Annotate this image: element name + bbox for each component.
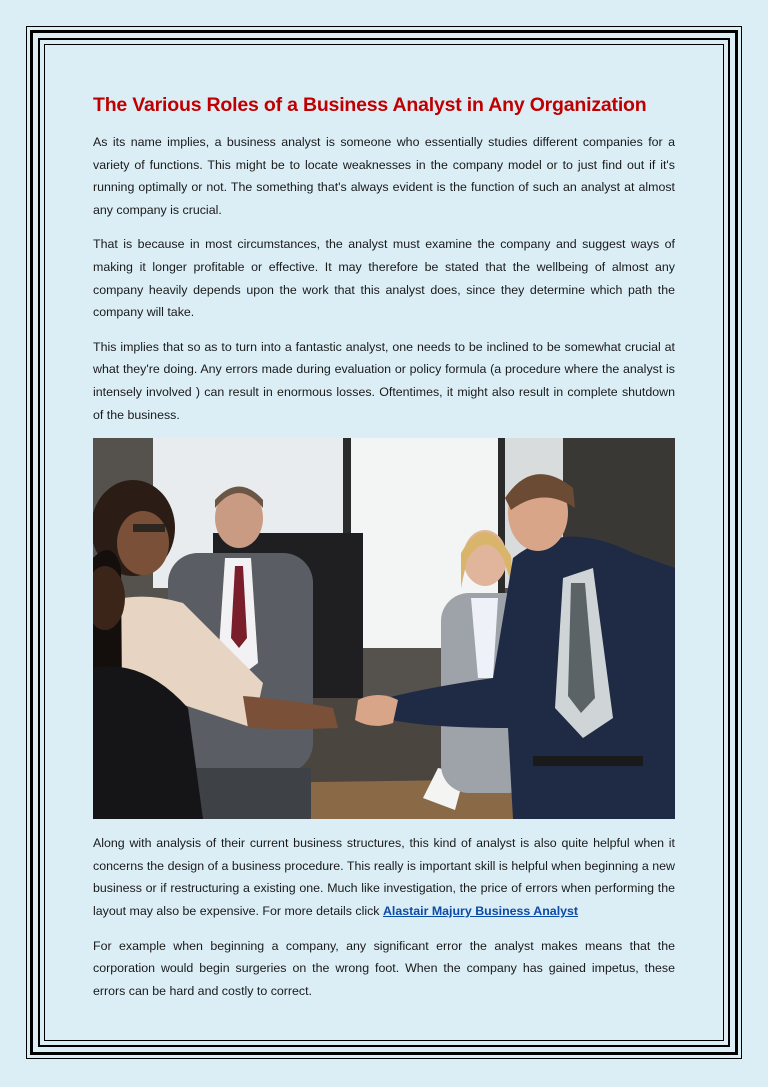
paragraph-4-text: Along with analysis of their current business structures, this kind of analyst is also quite helpful when it concerns the design of a business procedure. This really is important skill is helpful when beginning a new business or if restructuring a existing one. Much like investigation, the price of errors when performing the layout may also be expensive. For more details click xyxy=(93,836,675,918)
paragraph-3: This implies that so as to turn into a fantastic analyst, one needs to be inclined to be somewhat crucial at what they're doing. Any errors made during evaluation or policy formula (a procedure where the analyst is intensely involved ) can result in enormous losses. Oftentimes, it might also result in complete shutdown of the business. xyxy=(93,339,675,422)
handshake-photo xyxy=(93,438,675,819)
paragraph-5: For example when beginning a company, any significant error the analyst makes means that the corporation would begin surgeries on the wrong foot. When the company has gained impetus, these errors can be hard and costly to correct. xyxy=(93,938,675,998)
paragraph-1: As its name implies, a business analyst is someone who essentially studies different companies for a variety of functions. This might be to locate weaknesses in the company model or to just find out if it's running optimally or not. The something that's always evident is the function of such an analyst at almost any company is crucial. xyxy=(93,135,675,217)
paragraph-2: That is because in most circumstances, the analyst must examine the company and suggest ways of making it longer profitable or effective. It may therefore be stated that the wellbeing of almost any company heavily depends upon the work that this analyst does, since they determine which path the company will take. xyxy=(93,237,675,320)
alastair-majury-link[interactable]: Alastair Majury Business Analyst xyxy=(382,903,579,918)
document-body xyxy=(93,94,675,1014)
paragraph-4 xyxy=(93,832,675,922)
document-title: The Various Roles of a Business Analyst in Any Organization xyxy=(93,94,647,116)
